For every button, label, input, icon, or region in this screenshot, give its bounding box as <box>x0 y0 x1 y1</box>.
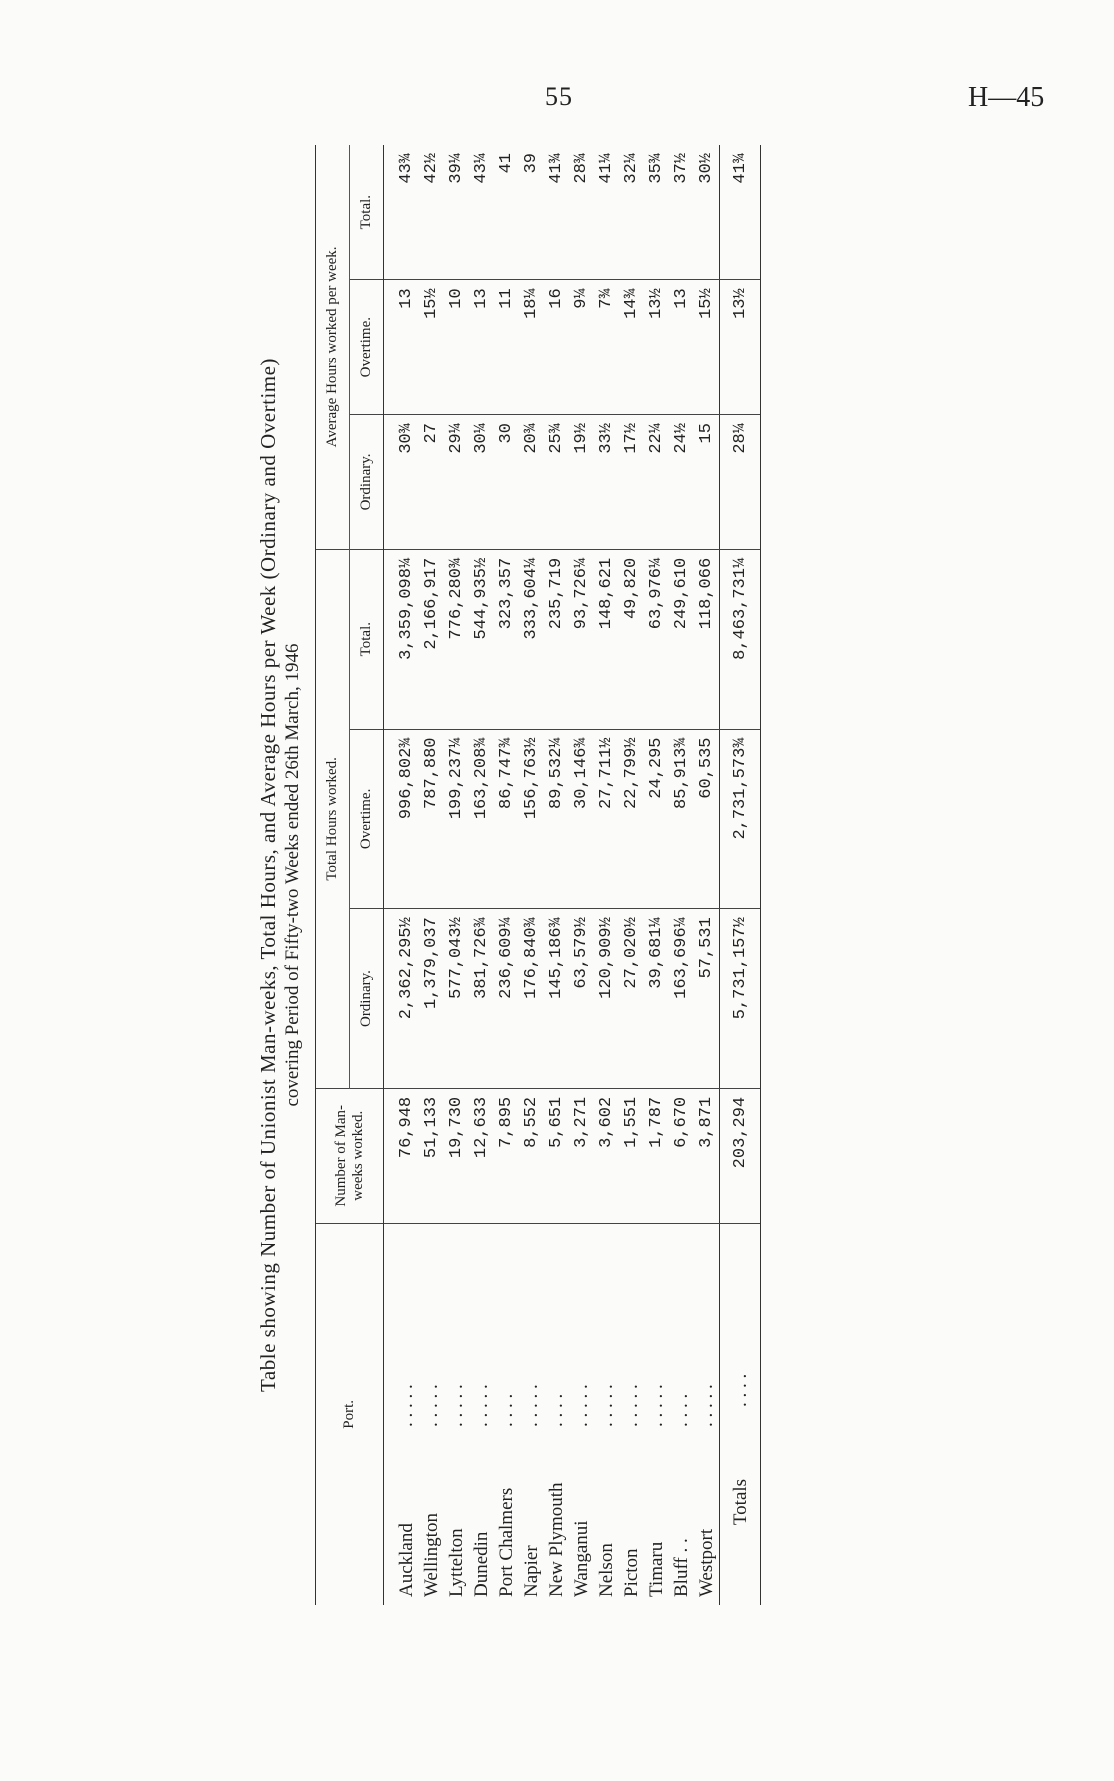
cell-man-weeks: 51,133 <box>419 1088 444 1223</box>
leader-dots: . . . . . <box>571 1384 592 1427</box>
header-avg-total: Total. <box>350 145 384 280</box>
cell-total: 776,280¾ <box>444 549 469 729</box>
cell-man-weeks: 76,948 <box>384 1088 420 1223</box>
cell-port: Bluff . .. . . . <box>671 1393 692 1597</box>
cell-avg-ordinary: 17½ <box>619 415 644 550</box>
cell-man-weeks: 3,602 <box>594 1088 619 1223</box>
cell-avg-ordinary: 25¾ <box>544 415 569 550</box>
cell-avg-total: 32¼ <box>619 145 644 280</box>
cell-man-weeks: 7,895 <box>494 1088 519 1223</box>
cell-total: 2,166,917 <box>419 549 444 729</box>
header-overtime: Overtime. <box>350 729 384 909</box>
header-avg-ordinary: Ordinary. <box>350 415 384 550</box>
table-subtitle: covering Period of Fifty-two Weeks ended 26th March, 1946 <box>282 643 303 1107</box>
cell-total: 333,604¼ <box>519 549 544 729</box>
page-header <box>0 82 1114 122</box>
cell-avg-ordinary: 29¼ <box>444 415 469 550</box>
cell-man-weeks: 3,271 <box>569 1088 594 1223</box>
cell-avg-overtime: 10 <box>444 280 469 415</box>
leader-dots: . . . . . <box>696 1384 717 1427</box>
cell-overtime: 85,913¾ <box>669 729 694 909</box>
table-row <box>669 145 694 1605</box>
cell-avg-total: 28¾ <box>569 145 594 280</box>
cell-port: Dunedin. . . . . <box>471 1384 492 1597</box>
totals-label: Totals. . . . <box>720 1223 761 1605</box>
header-man-weeks: Number of Man-weeks worked. <box>316 1088 384 1223</box>
table-row <box>694 145 720 1605</box>
cell-avg-overtime: 18¼ <box>519 280 544 415</box>
cell-avg-total: 43¾ <box>384 145 420 280</box>
rotated-table-block <box>255 145 845 1605</box>
cell-man-weeks: 1,787 <box>644 1088 669 1223</box>
cell-man-weeks: 1,551 <box>619 1088 644 1223</box>
table-row <box>419 145 444 1605</box>
cell-avg-overtime: 13 <box>384 280 420 415</box>
cell-avg-overtime: 14¾ <box>619 280 644 415</box>
table-row <box>544 145 569 1605</box>
cell-ordinary: 577,043½ <box>444 909 469 1089</box>
table-row <box>519 145 544 1605</box>
totals-avg-overtime: 13½ <box>720 280 761 415</box>
cell-avg-overtime: 11 <box>494 280 519 415</box>
cell-avg-ordinary: 33½ <box>594 415 619 550</box>
totals-man-weeks: 203,294 <box>720 1088 761 1223</box>
cell-ordinary: 381,726¾ <box>469 909 494 1089</box>
cell-avg-ordinary: 27 <box>419 415 444 550</box>
cell-ordinary: 1,379,037 <box>419 909 444 1089</box>
hours-table <box>315 145 761 1605</box>
leader-dots: . . . . . <box>446 1384 467 1427</box>
report-code: H—45 <box>968 82 1045 113</box>
cell-overtime: 30,146¾ <box>569 729 594 909</box>
cell-overtime: 22,799½ <box>619 729 644 909</box>
cell-avg-ordinary: 15 <box>694 415 720 550</box>
cell-avg-overtime: 13 <box>669 280 694 415</box>
cell-total: 49,820 <box>619 549 644 729</box>
leader-dots: . . . . . <box>421 1384 442 1427</box>
cell-avg-overtime: 7¾ <box>594 280 619 415</box>
cell-ordinary: 2,362,295½ <box>384 909 420 1089</box>
cell-avg-total: 35¾ <box>644 145 669 280</box>
header-total: Total. <box>350 549 384 729</box>
cell-avg-overtime: 9¼ <box>569 280 594 415</box>
cell-ordinary: 57,531 <box>694 909 720 1089</box>
table-row <box>644 145 669 1605</box>
leader-dots: . . . . <box>671 1393 692 1427</box>
cell-overtime: 60,535 <box>694 729 720 909</box>
cell-ordinary: 145,186¾ <box>544 909 569 1089</box>
page-number: 55 <box>545 82 573 111</box>
cell-avg-total: 43¼ <box>469 145 494 280</box>
cell-overtime: 163,208¾ <box>469 729 494 909</box>
cell-overtime: 27,711½ <box>594 729 619 909</box>
header-average-hours: Average Hours worked per week. <box>316 145 350 549</box>
cell-avg-overtime: 16 <box>544 280 569 415</box>
leader-dots: . . . . <box>546 1393 567 1427</box>
cell-port: Port Chalmers. . . . <box>496 1393 517 1597</box>
cell-port: Lyttelton. . . . . <box>446 1384 467 1597</box>
cell-avg-total: 39 <box>519 145 544 280</box>
cell-man-weeks: 19,730 <box>444 1088 469 1223</box>
cell-port: Wellington. . . . . <box>421 1384 442 1597</box>
cell-avg-ordinary: 19½ <box>569 415 594 550</box>
cell-man-weeks: 5,651 <box>544 1088 569 1223</box>
cell-ordinary: 27,020½ <box>619 909 644 1089</box>
totals-total: 8,463,731¼ <box>720 549 761 729</box>
table-row <box>384 145 420 1605</box>
cell-man-weeks: 8,552 <box>519 1088 544 1223</box>
totals-leader-dots: . . . . <box>729 1373 751 1407</box>
header-port: Port. <box>316 1223 384 1605</box>
leader-dots: . . . . . <box>471 1384 492 1427</box>
table-title: Table showing Number of Unionist Man-weeks, Total Hours, and Average Hours per Week (Ordinary and Overtime) <box>256 358 280 1392</box>
cell-port: Nelson. . . . . <box>596 1384 617 1597</box>
cell-overtime: 996,802¾ <box>384 729 420 909</box>
cell-man-weeks: 3,871 <box>694 1088 720 1223</box>
table-row <box>594 145 619 1605</box>
cell-ordinary: 176,840¾ <box>519 909 544 1089</box>
cell-port: Westport. . . . . <box>696 1384 717 1597</box>
cell-avg-ordinary: 22¼ <box>644 415 669 550</box>
totals-ordinary: 5,731,157½ <box>720 909 761 1089</box>
cell-port: Napier. . . . . <box>521 1384 542 1597</box>
table-body <box>384 145 720 1605</box>
cell-avg-overtime: 13 <box>469 280 494 415</box>
leader-dots: . . . . . <box>521 1384 542 1427</box>
cell-total: 249,610 <box>669 549 694 729</box>
cell-avg-overtime: 13½ <box>644 280 669 415</box>
cell-ordinary: 163,696¼ <box>669 909 694 1089</box>
cell-total: 323,357 <box>494 549 519 729</box>
leader-dots: . . . . . <box>646 1384 667 1427</box>
leader-dots: . . . . . <box>396 1384 417 1427</box>
cell-ordinary: 39,681¼ <box>644 909 669 1089</box>
header-avg-overtime: Overtime. <box>350 280 384 415</box>
table-row <box>619 145 644 1605</box>
cell-port: Picton. . . . . <box>621 1384 642 1597</box>
table-row <box>494 145 519 1605</box>
table-row <box>569 145 594 1605</box>
cell-avg-total: 41 <box>494 145 519 280</box>
cell-avg-overtime: 15½ <box>694 280 720 415</box>
cell-overtime: 86,747¾ <box>494 729 519 909</box>
totals-avg-ordinary: 28¼ <box>720 415 761 550</box>
cell-ordinary: 63,579½ <box>569 909 594 1089</box>
cell-avg-ordinary: 30¾ <box>384 415 420 550</box>
cell-overtime: 89,532¼ <box>544 729 569 909</box>
cell-avg-total: 41¼ <box>594 145 619 280</box>
cell-total: 544,935½ <box>469 549 494 729</box>
leader-dots: . . . . <box>496 1393 517 1427</box>
cell-avg-total: 41¾ <box>544 145 569 280</box>
cell-overtime: 787,880 <box>419 729 444 909</box>
cell-avg-total: 30½ <box>694 145 720 280</box>
cell-total: 148,621 <box>594 549 619 729</box>
table-row <box>444 145 469 1605</box>
cell-port: Wanganui. . . . . <box>571 1384 592 1597</box>
cell-avg-ordinary: 30¼ <box>469 415 494 550</box>
cell-avg-ordinary: 24½ <box>669 415 694 550</box>
header-total-hours: Total Hours worked. <box>316 549 350 1088</box>
cell-total: 3,359,098¼ <box>384 549 420 729</box>
cell-avg-ordinary: 20¾ <box>519 415 544 550</box>
cell-ordinary: 236,609¼ <box>494 909 519 1089</box>
cell-ordinary: 120,909½ <box>594 909 619 1089</box>
leader-dots: . . . . . <box>596 1384 617 1427</box>
totals-row <box>720 145 761 1605</box>
cell-avg-total: 37½ <box>669 145 694 280</box>
cell-man-weeks: 6,670 <box>669 1088 694 1223</box>
cell-port: Timaru. . . . . <box>646 1384 667 1597</box>
cell-total: 235,719 <box>544 549 569 729</box>
cell-total: 63,976¼ <box>644 549 669 729</box>
cell-avg-overtime: 15½ <box>419 280 444 415</box>
cell-total: 93,726¼ <box>569 549 594 729</box>
cell-avg-total: 39¼ <box>444 145 469 280</box>
cell-overtime: 199,237¼ <box>444 729 469 909</box>
cell-avg-ordinary: 30 <box>494 415 519 550</box>
cell-total: 118,066 <box>694 549 720 729</box>
cell-port: New Plymouth. . . . <box>546 1393 567 1597</box>
cell-man-weeks: 12,633 <box>469 1088 494 1223</box>
header-ordinary: Ordinary. <box>350 909 384 1089</box>
cell-overtime: 24,295 <box>644 729 669 909</box>
leader-dots: . . . . . <box>621 1384 642 1427</box>
cell-port: Auckland. . . . . <box>396 1384 417 1597</box>
totals-overtime: 2,731,573¾ <box>720 729 761 909</box>
table-row <box>469 145 494 1605</box>
cell-overtime: 156,763½ <box>519 729 544 909</box>
cell-avg-total: 42½ <box>419 145 444 280</box>
totals-avg-total: 41¾ <box>720 145 761 280</box>
